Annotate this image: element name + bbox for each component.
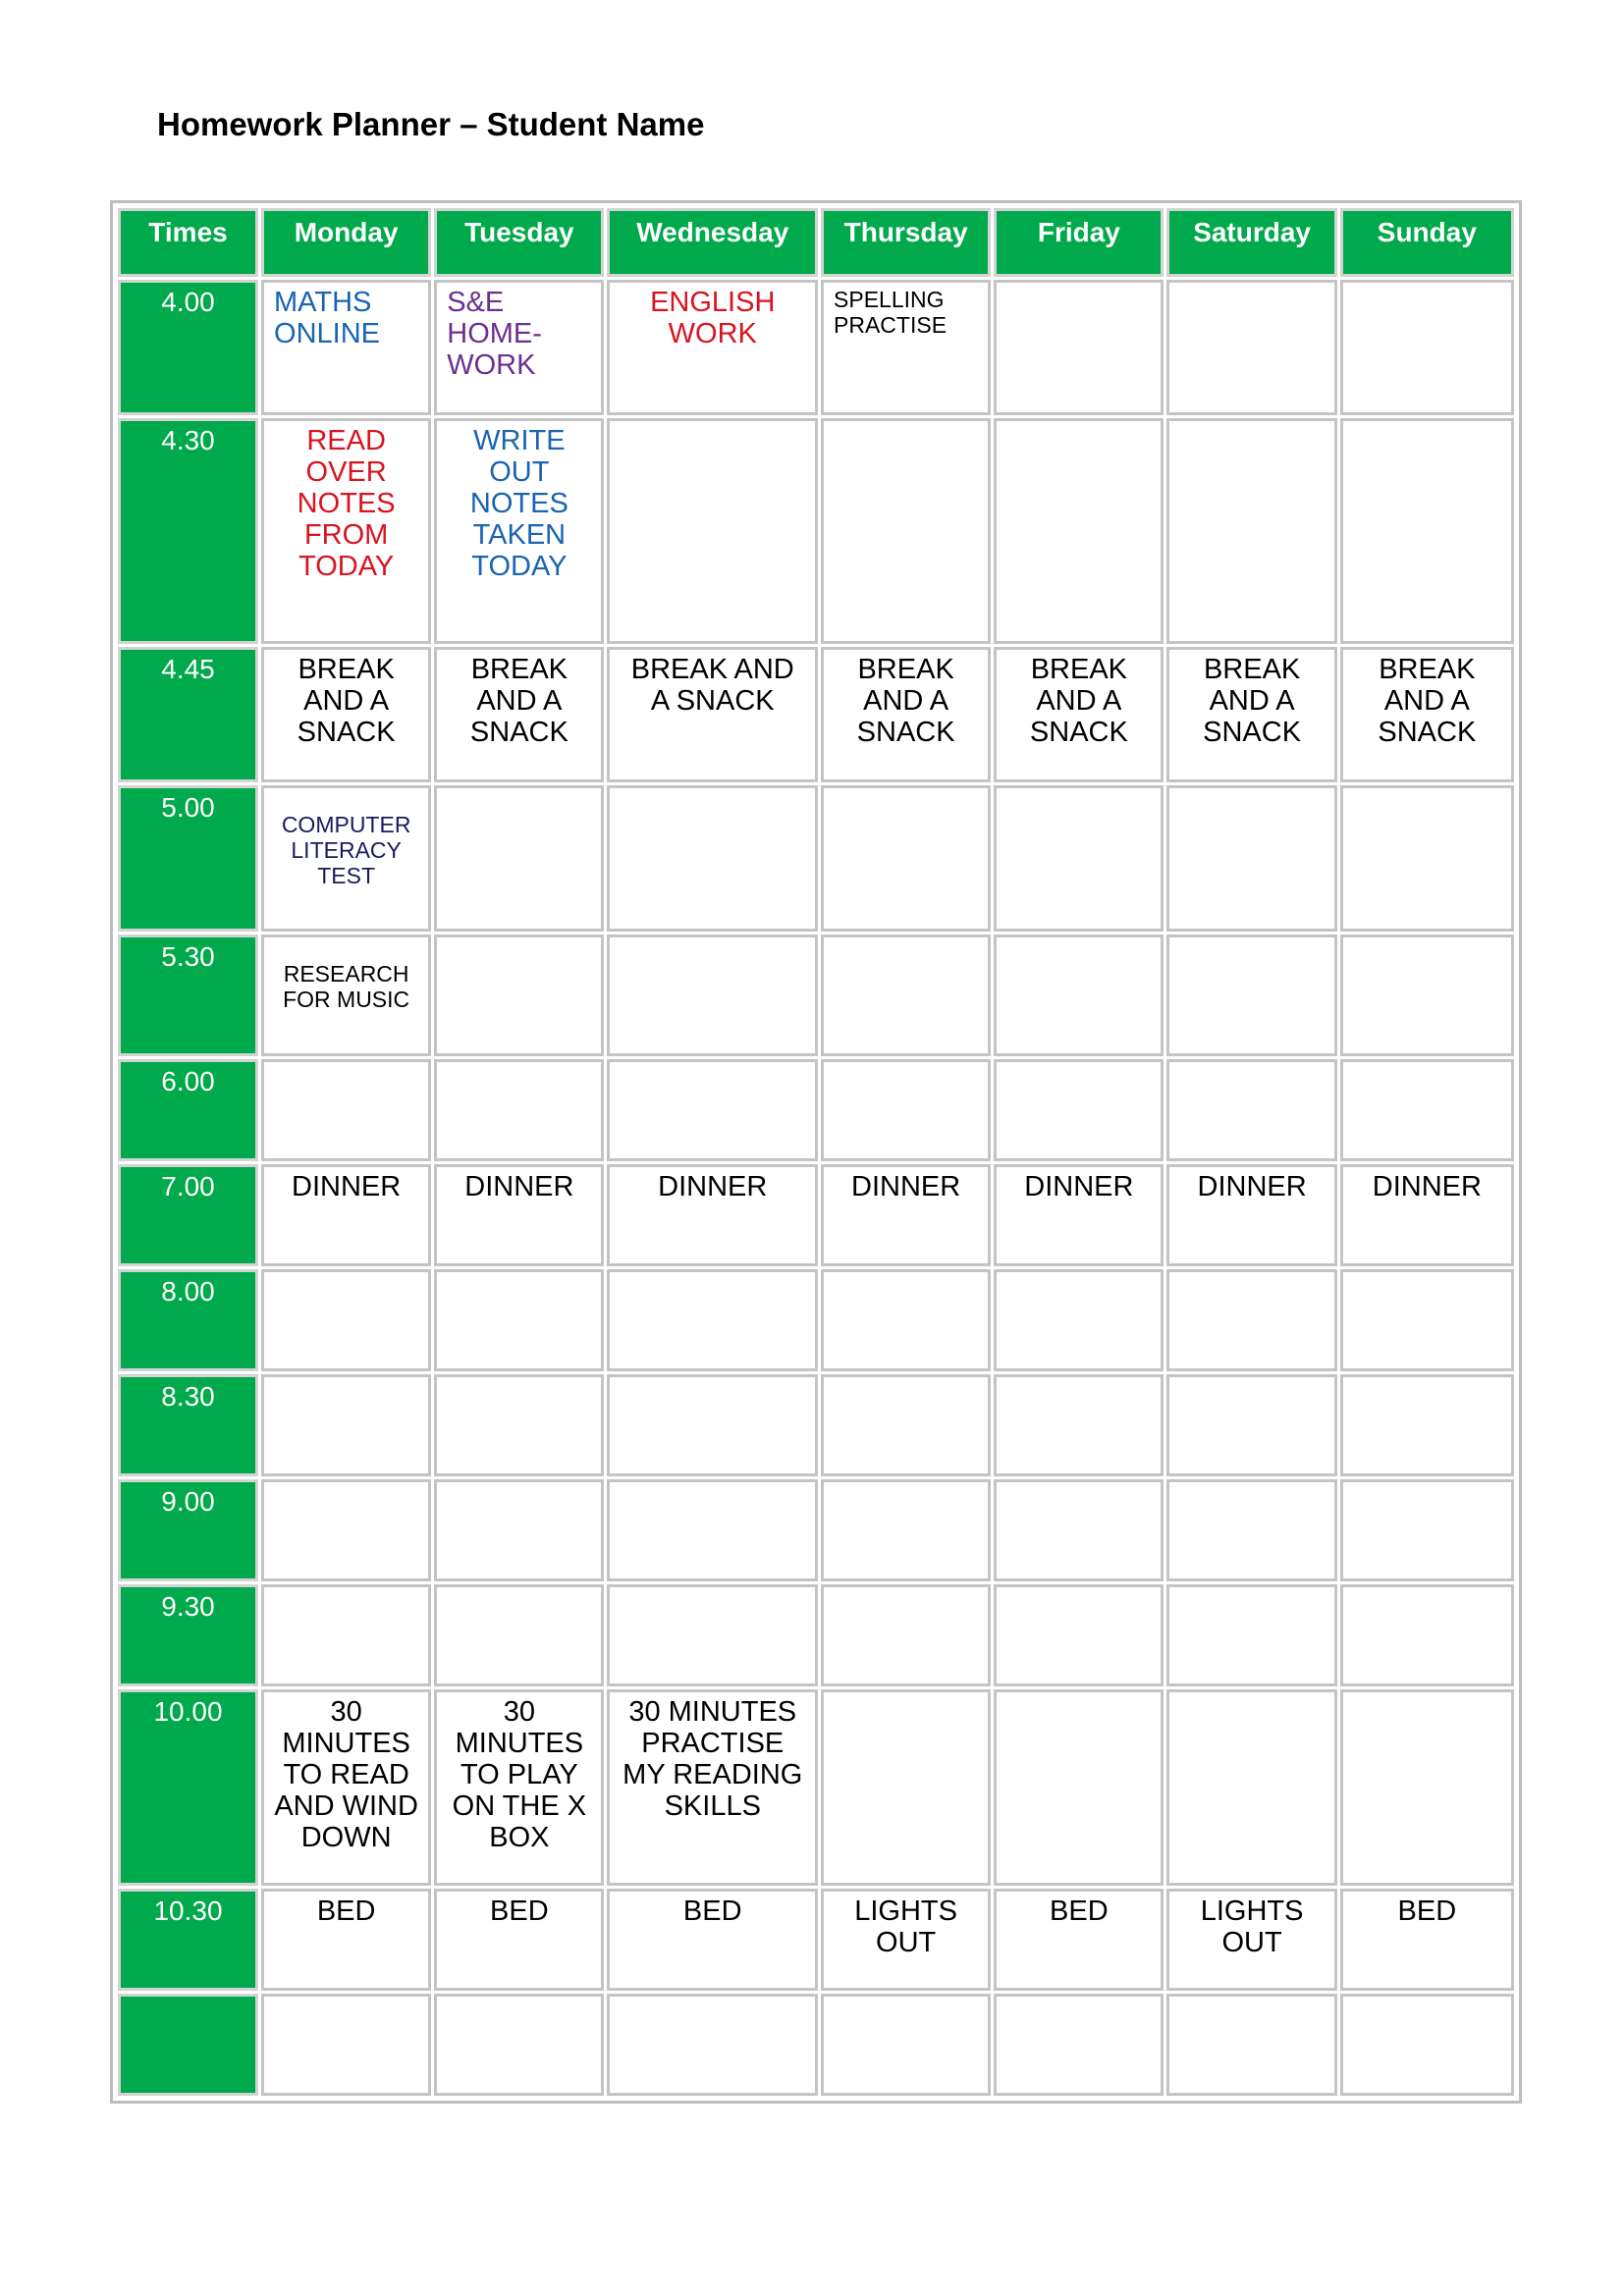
cell-text-line: DINNER — [1197, 1171, 1307, 1202]
cell-saturday — [1166, 1994, 1336, 2096]
cell-monday — [261, 1689, 431, 1886]
cell-wednesday — [607, 1584, 818, 1686]
cell-text-line: FROM — [303, 519, 389, 551]
cell-text-line: BED — [682, 1896, 742, 1927]
cell-sunday — [1340, 1164, 1514, 1266]
cell-text-line: DOWN — [300, 1822, 392, 1853]
cell-text-line: AND A — [476, 685, 563, 717]
cell-text-line: LIGHTS — [854, 1896, 957, 1927]
cell-text-line: OVER — [305, 456, 387, 488]
cell-tuesday — [434, 1374, 604, 1476]
cell-text-line: BREAK — [470, 654, 568, 685]
time-cell: 9.30 — [118, 1584, 258, 1686]
cell-text-line: DINNER — [658, 1171, 768, 1202]
cell-text-line: PRACTISE — [641, 1728, 785, 1759]
cell-text-line: SNACK — [297, 717, 396, 748]
cell-saturday — [1166, 280, 1336, 415]
cell-text-line: BED — [490, 1896, 549, 1927]
cell-saturday — [1166, 934, 1336, 1056]
cell-text-line: DINNER — [292, 1171, 402, 1202]
cell-friday — [994, 934, 1164, 1056]
cell-monday — [261, 934, 431, 1056]
planner-body — [118, 280, 1514, 2096]
header-row — [118, 208, 1514, 277]
cell-tuesday — [434, 1994, 604, 2096]
cell-friday — [994, 1269, 1164, 1371]
time-cell: 8.00 — [118, 1269, 258, 1371]
cell-text-line: BREAK — [857, 654, 954, 685]
cell-thursday — [821, 1889, 991, 1991]
cell-text-line: SNACK — [856, 717, 955, 748]
cell-text-line: AND A — [1383, 685, 1470, 717]
cell-text-line: SPELLING — [834, 287, 945, 312]
cell-thursday — [821, 1689, 991, 1886]
cell-sunday — [1340, 1374, 1514, 1476]
cell-monday — [261, 1164, 431, 1266]
cell-text-line: DINNER — [1024, 1171, 1134, 1202]
cell-text-line: BED — [1397, 1896, 1457, 1927]
cell-sunday — [1340, 1269, 1514, 1371]
cell-monday — [261, 1584, 431, 1686]
cell-sunday — [1340, 1889, 1514, 1991]
cell-wednesday — [607, 1479, 818, 1581]
time-cell: 9.00 — [118, 1479, 258, 1581]
table-row — [118, 1889, 1514, 1991]
cell-friday — [994, 1164, 1164, 1266]
cell-sunday — [1340, 934, 1514, 1056]
cell-thursday — [821, 1374, 991, 1476]
cell-thursday — [821, 1994, 991, 2096]
cell-wednesday — [607, 934, 818, 1056]
header-thursday: Thursday — [821, 208, 991, 277]
cell-text-line: ENGLISH — [650, 287, 776, 318]
cell-sunday — [1340, 1479, 1514, 1581]
cell-tuesday — [434, 280, 604, 415]
cell-sunday — [1340, 785, 1514, 932]
homework-planner-table — [110, 200, 1522, 2104]
cell-text-line: FOR MUSIC — [283, 987, 410, 1012]
cell-tuesday — [434, 785, 604, 932]
cell-text-line: WORK — [447, 349, 536, 381]
cell-text-line: LIGHTS — [1200, 1896, 1304, 1927]
table-row — [118, 1994, 1514, 2096]
header-monday: Monday — [261, 208, 431, 277]
cell-sunday — [1340, 1059, 1514, 1161]
header-wednesday: Wednesday — [607, 208, 818, 277]
cell-thursday — [821, 1164, 991, 1266]
cell-wednesday — [607, 1994, 818, 2096]
cell-saturday — [1166, 785, 1336, 932]
cell-saturday — [1166, 1889, 1336, 1991]
cell-sunday — [1340, 280, 1514, 415]
table-row — [118, 647, 1514, 782]
cell-text-line: HOME- — [447, 318, 542, 349]
cell-tuesday — [434, 1059, 604, 1161]
cell-text-line: TAKEN — [472, 519, 567, 551]
cell-monday — [261, 1269, 431, 1371]
table-row — [118, 785, 1514, 932]
cell-monday — [261, 1479, 431, 1581]
cell-wednesday — [607, 647, 818, 782]
cell-friday — [994, 785, 1164, 932]
cell-thursday — [821, 1059, 991, 1161]
cell-friday — [994, 1584, 1164, 1686]
cell-text-line: NOTES — [297, 488, 396, 519]
cell-saturday — [1166, 418, 1336, 644]
cell-friday — [994, 1889, 1164, 1991]
cell-tuesday — [434, 1689, 604, 1886]
cell-wednesday — [607, 785, 818, 932]
cell-text-line: READ — [306, 425, 386, 456]
cell-text-line: DINNER — [851, 1171, 961, 1202]
cell-saturday — [1166, 647, 1336, 782]
cell-text-line: DINNER — [1372, 1171, 1482, 1202]
cell-text-line: AND A — [1209, 685, 1295, 717]
cell-friday — [994, 647, 1164, 782]
cell-wednesday — [607, 1059, 818, 1161]
time-cell — [118, 1994, 258, 2096]
cell-text-line: BREAK — [1203, 654, 1301, 685]
time-cell: 10.30 — [118, 1889, 258, 1991]
time-cell: 5.30 — [118, 934, 258, 1056]
cell-friday — [994, 1689, 1164, 1886]
cell-thursday — [821, 934, 991, 1056]
cell-friday — [994, 1059, 1164, 1161]
header-sunday: Sunday — [1340, 208, 1514, 277]
cell-friday — [994, 1994, 1164, 2096]
cell-monday — [261, 785, 431, 932]
cell-tuesday — [434, 1889, 604, 1991]
cell-text-line: TO PLAY — [460, 1759, 578, 1790]
cell-text-line: SNACK — [469, 717, 568, 748]
table-row — [118, 418, 1514, 644]
cell-text-line: TO READ — [283, 1759, 409, 1790]
cell-wednesday — [607, 418, 818, 644]
cell-saturday — [1166, 1269, 1336, 1371]
cell-tuesday — [434, 1584, 604, 1686]
cell-friday — [994, 1374, 1164, 1476]
table-row — [118, 1164, 1514, 1266]
cell-thursday — [821, 785, 991, 932]
table-row — [118, 934, 1514, 1056]
cell-text-line: MINUTES — [282, 1728, 410, 1759]
cell-text-line: A SNACK — [650, 685, 775, 717]
cell-text-line: WRITE — [473, 425, 566, 456]
table-row — [118, 1584, 1514, 1686]
cell-wednesday — [607, 1269, 818, 1371]
cell-saturday — [1166, 1689, 1336, 1886]
cell-text-line: COMPUTER — [281, 812, 411, 837]
time-cell: 10.00 — [118, 1689, 258, 1886]
cell-saturday — [1166, 1479, 1336, 1581]
cell-text-line: DINNER — [464, 1171, 574, 1202]
cell-text-line: TEST — [317, 863, 376, 888]
cell-text-line: BED — [316, 1896, 376, 1927]
cell-wednesday — [607, 1164, 818, 1266]
table-row — [118, 1059, 1514, 1161]
cell-text-line: BREAK — [298, 654, 395, 685]
page-title: Homework Planner – Student Name — [157, 106, 705, 142]
cell-text-line: TODAY — [298, 551, 395, 582]
cell-text-line: AND WIND — [274, 1790, 418, 1822]
time-cell: 5.00 — [118, 785, 258, 932]
cell-sunday — [1340, 647, 1514, 782]
cell-monday — [261, 1994, 431, 2096]
cell-text-line: 30 MINUTES — [628, 1696, 797, 1728]
table-row — [118, 1269, 1514, 1371]
cell-saturday — [1166, 1164, 1336, 1266]
cell-monday — [261, 280, 431, 415]
cell-text-line: SKILLS — [664, 1790, 761, 1822]
cell-text-line: SNACK — [1029, 717, 1128, 748]
cell-wednesday — [607, 1889, 818, 1991]
cell-saturday — [1166, 1584, 1336, 1686]
cell-tuesday — [434, 418, 604, 644]
cell-text-line: BREAK AND — [630, 654, 794, 685]
table-row — [118, 1689, 1514, 1886]
header-friday: Friday — [994, 208, 1164, 277]
cell-text-line: PRACTISE — [834, 312, 947, 338]
cell-monday — [261, 1889, 431, 1991]
time-cell: 4.45 — [118, 647, 258, 782]
cell-text-line: ON THE X — [452, 1790, 587, 1822]
cell-text-line: AND A — [303, 685, 390, 717]
cell-text-line: S&E — [447, 287, 505, 318]
cell-monday — [261, 1059, 431, 1161]
cell-thursday — [821, 1269, 991, 1371]
cell-text-line: 30 — [330, 1696, 362, 1728]
cell-text-line: MINUTES — [455, 1728, 584, 1759]
cell-text-line: BREAK — [1030, 654, 1128, 685]
cell-thursday — [821, 1479, 991, 1581]
header-times: Times — [118, 208, 258, 277]
cell-text-line: 30 — [503, 1696, 535, 1728]
cell-text-line: BREAK — [1379, 654, 1476, 685]
cell-monday — [261, 647, 431, 782]
cell-text-line: BED — [1050, 1896, 1109, 1927]
cell-thursday — [821, 280, 991, 415]
cell-text-line: NOTES — [469, 488, 568, 519]
cell-saturday — [1166, 1374, 1336, 1476]
cell-text-line: TODAY — [471, 551, 568, 582]
cell-text-line: AND A — [863, 685, 949, 717]
cell-saturday — [1166, 1059, 1336, 1161]
table-row — [118, 280, 1514, 415]
cell-text-line: MY READING — [623, 1759, 803, 1790]
cell-thursday — [821, 418, 991, 644]
cell-text-line: ONLINE — [274, 318, 380, 349]
cell-friday — [994, 418, 1164, 644]
cell-text-line: RESEARCH — [283, 961, 409, 987]
cell-wednesday — [607, 1689, 818, 1886]
table-row — [118, 1479, 1514, 1581]
cell-text-line: SNACK — [1203, 717, 1302, 748]
cell-friday — [994, 1479, 1164, 1581]
cell-monday — [261, 418, 431, 644]
cell-text-line: WORK — [668, 318, 757, 349]
time-cell: 4.00 — [118, 280, 258, 415]
time-cell: 4.30 — [118, 418, 258, 644]
cell-sunday — [1340, 1689, 1514, 1886]
cell-thursday — [821, 1584, 991, 1686]
cell-tuesday — [434, 1479, 604, 1581]
cell-friday — [994, 280, 1164, 415]
cell-sunday — [1340, 1584, 1514, 1686]
cell-tuesday — [434, 1269, 604, 1371]
cell-text-line: MATHS — [274, 287, 372, 318]
cell-text-line: SNACK — [1378, 717, 1477, 748]
time-cell: 8.30 — [118, 1374, 258, 1476]
cell-thursday — [821, 647, 991, 782]
cell-wednesday — [607, 280, 818, 415]
header-tuesday: Tuesday — [434, 208, 604, 277]
cell-tuesday — [434, 934, 604, 1056]
table-row — [118, 1374, 1514, 1476]
cell-text-line: LITERACY — [291, 837, 402, 863]
cell-text-line: OUT — [1221, 1927, 1282, 1958]
cell-text-line: BOX — [489, 1822, 550, 1853]
cell-wednesday — [607, 1374, 818, 1476]
cell-text-line: AND A — [1036, 685, 1122, 717]
cell-tuesday — [434, 647, 604, 782]
cell-monday — [261, 1374, 431, 1476]
cell-text-line: OUT — [489, 456, 550, 488]
cell-sunday — [1340, 418, 1514, 644]
cell-sunday — [1340, 1994, 1514, 2096]
header-saturday: Saturday — [1166, 208, 1336, 277]
cell-text-line: OUT — [876, 1927, 937, 1958]
time-cell: 7.00 — [118, 1164, 258, 1266]
time-cell: 6.00 — [118, 1059, 258, 1161]
cell-tuesday — [434, 1164, 604, 1266]
